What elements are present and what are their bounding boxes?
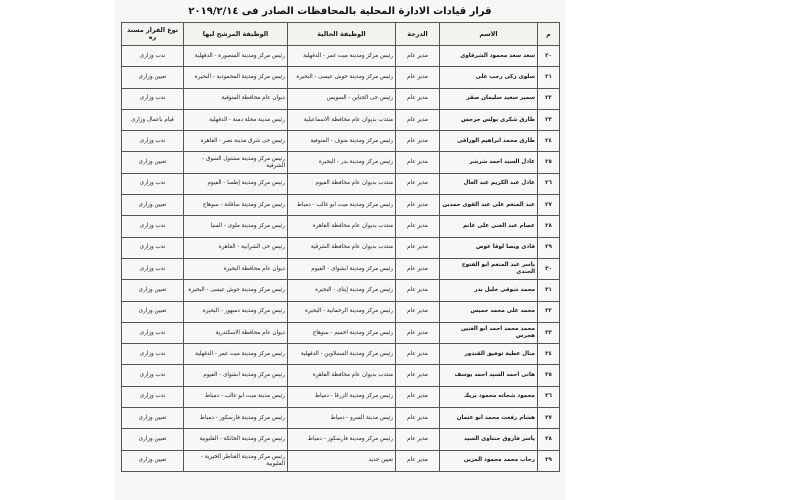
row-degree: مدير عام xyxy=(396,152,440,173)
row-decision-type: ندب وزارى xyxy=(122,46,184,67)
row-name: عادل السيد احمد شرشر xyxy=(440,152,538,173)
row-nominated-job: ديوان عام محافظة المنوفية xyxy=(184,88,288,109)
row-number: ٢٢ xyxy=(538,88,560,109)
table-row xyxy=(122,344,560,365)
row-degree: مدير عام xyxy=(396,408,440,429)
table-row xyxy=(122,280,560,301)
row-degree: مدير عام xyxy=(396,67,440,88)
table-row xyxy=(122,109,560,130)
row-number: ٣٣ xyxy=(538,322,560,343)
row-degree: مدير عام xyxy=(396,173,440,194)
row-decision-type: ندب وزارى xyxy=(122,131,184,152)
row-number: ٢١ xyxy=(538,67,560,88)
row-name: سلوى زكى رجب على xyxy=(440,67,538,88)
row-decision-type: ندب وزارى xyxy=(122,88,184,109)
row-degree: مدير عام xyxy=(396,216,440,237)
row-name: هانى احمد السيد احمد يوسف xyxy=(440,365,538,386)
row-name: طارق محمد ابراهيم الوراقى xyxy=(440,131,538,152)
row-decision-type: ندب وزارى xyxy=(122,216,184,237)
row-name: عادل عبد الكريم عبد العال xyxy=(440,173,538,194)
row-degree: مدير عام xyxy=(396,386,440,407)
row-nominated-job: رئيس مركز ومدينة المنصورة - الدقهلية xyxy=(184,46,288,67)
row-nominated-job: رئيس حى شرق مدينة نصر - القاهرة xyxy=(184,131,288,152)
row-current-job: منتدب بديوان عام محافظة الفيوم xyxy=(288,173,396,194)
row-number: ٢٥ xyxy=(538,152,560,173)
row-decision-type: تعيين وزارى xyxy=(122,280,184,301)
row-name: محمود شحاته محمود بريك xyxy=(440,386,538,407)
row-decision-type: تعيين وزارى xyxy=(122,67,184,88)
row-name: فادى ويصا لوقا عوض xyxy=(440,237,538,258)
table-row xyxy=(122,131,560,152)
table-body xyxy=(122,46,560,472)
row-degree: مدير عام xyxy=(396,258,440,279)
row-degree: مدير عام xyxy=(396,301,440,322)
row-nominated-job: رئيس مركز ومدينة القناطر الخيرية - القليوبية xyxy=(184,450,288,471)
header-degree: الدرجة xyxy=(396,23,440,46)
row-nominated-job: ديوان عام محافظة الاسكندرية xyxy=(184,322,288,343)
row-number: ٢٧ xyxy=(538,195,560,216)
row-current-job: رئيس مركز ومدينة الزرقا - دمياط xyxy=(288,386,396,407)
row-degree: مدير عام xyxy=(396,131,440,152)
row-current-job: رئيس مركز ومدينة حوش عيسى - البحيرة xyxy=(288,67,396,88)
row-current-job: رئيس مركز ومدينة ميت غمر - الدقهلية xyxy=(288,46,396,67)
row-current-job: رئيس مركز ومدينة ابشواى - الفيوم xyxy=(288,258,396,279)
table-row xyxy=(122,365,560,386)
row-degree: مدير عام xyxy=(396,195,440,216)
table-row xyxy=(122,429,560,450)
row-nominated-job: ديوان عام محافظة البحيرة xyxy=(184,258,288,279)
table-row xyxy=(122,301,560,322)
row-number: ٢٦ xyxy=(538,173,560,194)
row-number: ٢٣ xyxy=(538,109,560,130)
header-number: م xyxy=(538,23,560,46)
row-number: ٣١ xyxy=(538,280,560,301)
row-name: محمد محمد احمد ابو العنين هجرس xyxy=(440,322,538,343)
row-decision-type: ندب وزارى xyxy=(122,386,184,407)
row-nominated-job: رئيس مركز ومدينة ساقلتة - سوهاج xyxy=(184,195,288,216)
row-degree: مدير عام xyxy=(396,280,440,301)
row-decision-type: ندب وزارى xyxy=(122,237,184,258)
table-row xyxy=(122,408,560,429)
table-row xyxy=(122,88,560,109)
row-decision-type: تعيين وزارى xyxy=(122,301,184,322)
row-name: طارق شكرى بولس جرجس xyxy=(440,109,538,130)
table-row xyxy=(122,67,560,88)
row-number: ٣٠ xyxy=(538,258,560,279)
row-number: ٣٨ xyxy=(538,429,560,450)
row-name: محمد على محمد خميس xyxy=(440,301,538,322)
row-decision-type: تعيين وزارى xyxy=(122,195,184,216)
table-row xyxy=(122,152,560,173)
row-name: رحاب محمد محمود المزين xyxy=(440,450,538,471)
row-current-job: منتدب بديوان عام محافظة الاسماعيلية xyxy=(288,109,396,130)
row-current-job: رئيس مركز ومدينة إيتاى - البحيرة xyxy=(288,280,396,301)
row-nominated-job: رئيس مركز ومدينة ميت غمر - الدقهلية xyxy=(184,344,288,365)
row-number: ٣٩ xyxy=(538,450,560,471)
row-degree: مدير عام xyxy=(396,88,440,109)
row-nominated-job: رئيس مركز ومدينة المحمودية - البحيرة xyxy=(184,67,288,88)
row-nominated-job: رئيس مركز ومدينة إطسا - الفيوم xyxy=(184,173,288,194)
table-row xyxy=(122,450,560,471)
row-current-job: رئيس مركز ومدينة منوف - المنوفية xyxy=(288,131,396,152)
header-current-job: الوظيفة الحالية xyxy=(288,23,396,46)
row-nominated-job: رئيس مركز ومدينة فارسكور - دمياط xyxy=(184,408,288,429)
row-nominated-job: رئيس مركز ومدينة حوش عيسى - البحيرة xyxy=(184,280,288,301)
row-number: ٣٤ xyxy=(538,344,560,365)
row-name: عصام عبد الغنى على غانم xyxy=(440,216,538,237)
table-row xyxy=(122,173,560,194)
row-degree: مدير عام xyxy=(396,365,440,386)
row-name: سمير سعيد سليمان صقر xyxy=(440,88,538,109)
header-nominated-job: الوظيفة المرشح ليها xyxy=(184,23,288,46)
row-name: هشام رفعت محمد ابو عثمان xyxy=(440,408,538,429)
row-current-job: رئيس مركز ومدينة بدر - البحيرة xyxy=(288,152,396,173)
row-current-job: رئيس مدينة السرو - دمياط xyxy=(288,408,396,429)
row-decision-type: تعيين وزارى xyxy=(122,450,184,471)
row-nominated-job: رئيس مركز ومدينة ابشواى - الفيوم xyxy=(184,365,288,386)
row-number: ٢٠ xyxy=(538,46,560,67)
row-number: ٣٢ xyxy=(538,301,560,322)
row-current-job: رئيس حى الجناين - السويس xyxy=(288,88,396,109)
row-decision-type: تعيين وزارى xyxy=(122,429,184,450)
row-decision-type: قيام باعمال وزارى xyxy=(122,109,184,130)
row-current-job: رئيس مركز ومدينة اخميم - سوهاج xyxy=(288,322,396,343)
row-number: ٢٤ xyxy=(538,131,560,152)
row-number: ٣٧ xyxy=(538,408,560,429)
header-name: الاسم xyxy=(440,23,538,46)
row-nominated-job: رئيس مركز ومدينة دمنهور - البحيرة xyxy=(184,301,288,322)
row-degree: مدير عام xyxy=(396,46,440,67)
decisions-table xyxy=(121,22,560,472)
row-decision-type: ندب وزارى xyxy=(122,344,184,365)
row-name: ياسر فاروق حنتاوى السيد xyxy=(440,429,538,450)
row-degree: مدير عام xyxy=(396,429,440,450)
table-header-row xyxy=(122,23,560,46)
table-row xyxy=(122,195,560,216)
row-nominated-job: رئيس مركز ومدينة مشتول السوق - الشرقية xyxy=(184,152,288,173)
row-name: سعد سعد محمود الشرقاوى xyxy=(440,46,538,67)
row-name: منال عطية توفيق القندور xyxy=(440,344,538,365)
row-decision-type: ندب وزارى xyxy=(122,322,184,343)
row-number: ٣٥ xyxy=(538,365,560,386)
row-name: محمد شوقى خليل بدر xyxy=(440,280,538,301)
row-decision-type: ندب وزارى xyxy=(122,173,184,194)
row-degree: مدير عام xyxy=(396,237,440,258)
row-decision-type: ندب وزارى xyxy=(122,365,184,386)
row-degree: مدير عام xyxy=(396,450,440,471)
row-decision-type: تعيين وزارى xyxy=(122,152,184,173)
row-number: ٣٦ xyxy=(538,386,560,407)
header-decision-type: نوع القرار مسند ره xyxy=(122,23,184,46)
row-decision-type: تعيين وزارى xyxy=(122,408,184,429)
row-nominated-job: رئيس مدينة ميت ابو غالب - دمياط xyxy=(184,386,288,407)
row-nominated-job: رئيس مركز ومدينة الخانكة - القليوبية xyxy=(184,429,288,450)
row-degree: مدير عام xyxy=(396,344,440,365)
row-current-job: تعيين جديد xyxy=(288,450,396,471)
row-current-job: منتدب بديوان عام محافظة الشرقية xyxy=(288,237,396,258)
row-current-job: رئيس مركز ومدينة السنبلاوين - الدقهلية xyxy=(288,344,396,365)
document-page xyxy=(115,0,565,500)
table-row xyxy=(122,258,560,279)
row-decision-type: ندب وزارى xyxy=(122,258,184,279)
row-nominated-job: رئيس مدينة محلة دمنة - الدقهلية xyxy=(184,109,288,130)
row-degree: مدير عام xyxy=(396,322,440,343)
row-current-job: منتدب بديوان عام محافظة القاهرة xyxy=(288,216,396,237)
row-nominated-job: رئيس مركز ومدينة ملوى - المنيا xyxy=(184,216,288,237)
row-nominated-job: رئيس حى الشرابية - القاهرة xyxy=(184,237,288,258)
table-row xyxy=(122,216,560,237)
table-row xyxy=(122,237,560,258)
row-current-job: منتدب بديوان عام محافظة القاهرة xyxy=(288,365,396,386)
table-row xyxy=(122,322,560,343)
document-title: قرار قيادات الادارة المحلية بالمحافظات الصادر فى ٢٠١٩/٢/١٤ xyxy=(188,6,492,17)
row-current-job: رئيس مركز ومدينة فارسكور - دمياط xyxy=(288,429,396,450)
row-name: ياسر عبد المنعم ابو الفتوح الجندى xyxy=(440,258,538,279)
row-number: ٢٩ xyxy=(538,237,560,258)
row-degree: مدير عام xyxy=(396,109,440,130)
table-row xyxy=(122,386,560,407)
row-current-job: رئيس مركز ومدينة ميت ابو غالب - دمياط xyxy=(288,195,396,216)
table-row xyxy=(122,46,560,67)
row-current-job: رئيس مركز ومدينة الرحمانية - البحيرة xyxy=(288,301,396,322)
row-number: ٢٨ xyxy=(538,216,560,237)
row-name: عبد المنعم على عبد القوى حمدين xyxy=(440,195,538,216)
